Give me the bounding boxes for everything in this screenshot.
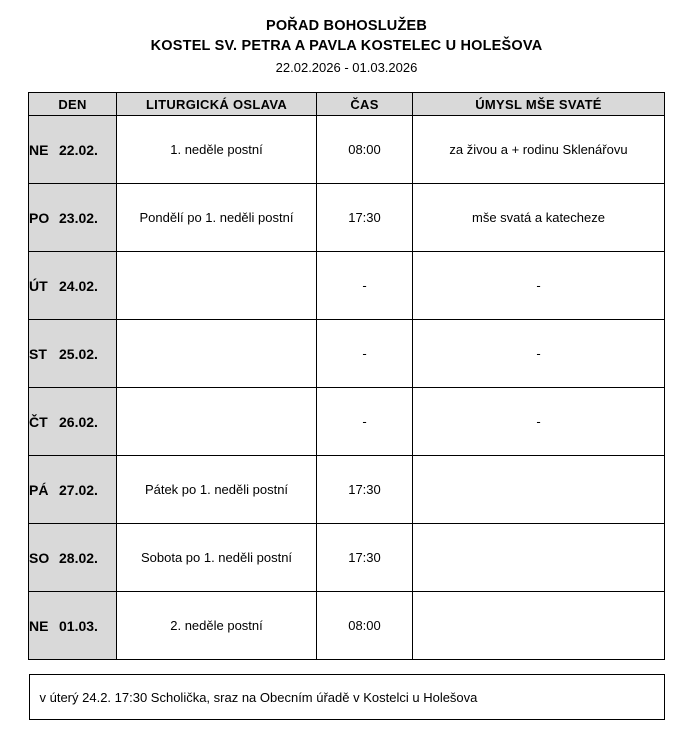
liturgy-cell: Pátek po 1. neděli postní (117, 456, 317, 524)
table-row (29, 524, 665, 592)
day-cell (29, 116, 117, 184)
table-row (29, 252, 665, 320)
time-cell: - (317, 252, 413, 320)
liturgy-cell (117, 320, 317, 388)
day-date: 23.02. (59, 209, 98, 226)
day-date: 27.02. (59, 481, 98, 498)
document-title: POŘAD BOHOSLUŽEB (265, 18, 428, 34)
column-header-intention: ÚMYSL MŠE SVATÉ (413, 93, 665, 116)
time-cell: - (317, 388, 413, 456)
day-date: 01.03. (59, 617, 98, 634)
column-header-time: ČAS (317, 93, 413, 116)
table-row (29, 592, 665, 660)
day-cell (29, 184, 117, 252)
footer-note-box (29, 674, 665, 720)
time-cell: 17:30 (317, 524, 413, 592)
table-header-row (29, 93, 665, 116)
day-cell (29, 252, 117, 320)
day-of-week: NE (29, 141, 49, 158)
column-header-day: DEN (29, 93, 117, 116)
intention-cell: - (413, 320, 665, 388)
day-date: 24.02. (59, 277, 98, 294)
document-date-range: 22.02.2026 - 01.03.2026 (275, 60, 418, 75)
table-row (29, 116, 665, 184)
day-of-week: SO (29, 549, 50, 566)
day-cell (29, 320, 117, 388)
day-date: 22.02. (59, 141, 98, 158)
time-cell: - (317, 320, 413, 388)
day-date: 25.02. (59, 345, 98, 362)
day-of-week: PÁ (29, 481, 49, 498)
time-cell: 17:30 (317, 184, 413, 252)
day-of-week: ČT (29, 413, 48, 430)
liturgy-cell: 1. neděle postní (117, 116, 317, 184)
column-header-liturgy: LITURGICKÁ OSLAVA (117, 93, 317, 116)
day-of-week: ÚT (29, 277, 48, 294)
intention-cell: za živou a + rodinu Sklenářovu (413, 116, 665, 184)
intention-cell (413, 524, 665, 592)
liturgy-cell (117, 388, 317, 456)
time-cell: 08:00 (317, 116, 413, 184)
day-date: 28.02. (59, 549, 98, 566)
time-cell: 17:30 (317, 456, 413, 524)
day-of-week: NE (29, 617, 49, 634)
document-header (0, 0, 693, 78)
day-date: 26.02. (59, 413, 98, 430)
table-row (29, 456, 665, 524)
intention-cell: mše svatá a katecheze (413, 184, 665, 252)
day-cell (29, 456, 117, 524)
liturgy-cell: Pondělí po 1. neděli postní (117, 184, 317, 252)
day-cell (29, 388, 117, 456)
intention-cell: - (413, 388, 665, 456)
day-of-week: PO (29, 209, 50, 226)
time-cell: 08:00 (317, 592, 413, 660)
table-row (29, 320, 665, 388)
table-body (29, 116, 665, 660)
intention-cell: - (413, 252, 665, 320)
day-cell (29, 524, 117, 592)
day-cell (29, 592, 117, 660)
day-of-week: ST (29, 345, 47, 362)
document-subtitle: KOSTEL SV. PETRA A PAVLA KOSTELEC U HOLEŠOVA (150, 38, 543, 54)
schedule-table (28, 92, 665, 660)
intention-cell (413, 456, 665, 524)
table-row (29, 388, 665, 456)
table-row (29, 184, 665, 252)
liturgy-cell: Sobota po 1. neděli postní (117, 524, 317, 592)
liturgy-cell (117, 252, 317, 320)
intention-cell (413, 592, 665, 660)
footer-note-text: v úterý 24.2. 17:30 Scholička, sraz na Obecním úřadě v Kostelci u Holešova (39, 689, 478, 705)
table-header (29, 93, 665, 116)
liturgy-cell: 2. neděle postní (117, 592, 317, 660)
